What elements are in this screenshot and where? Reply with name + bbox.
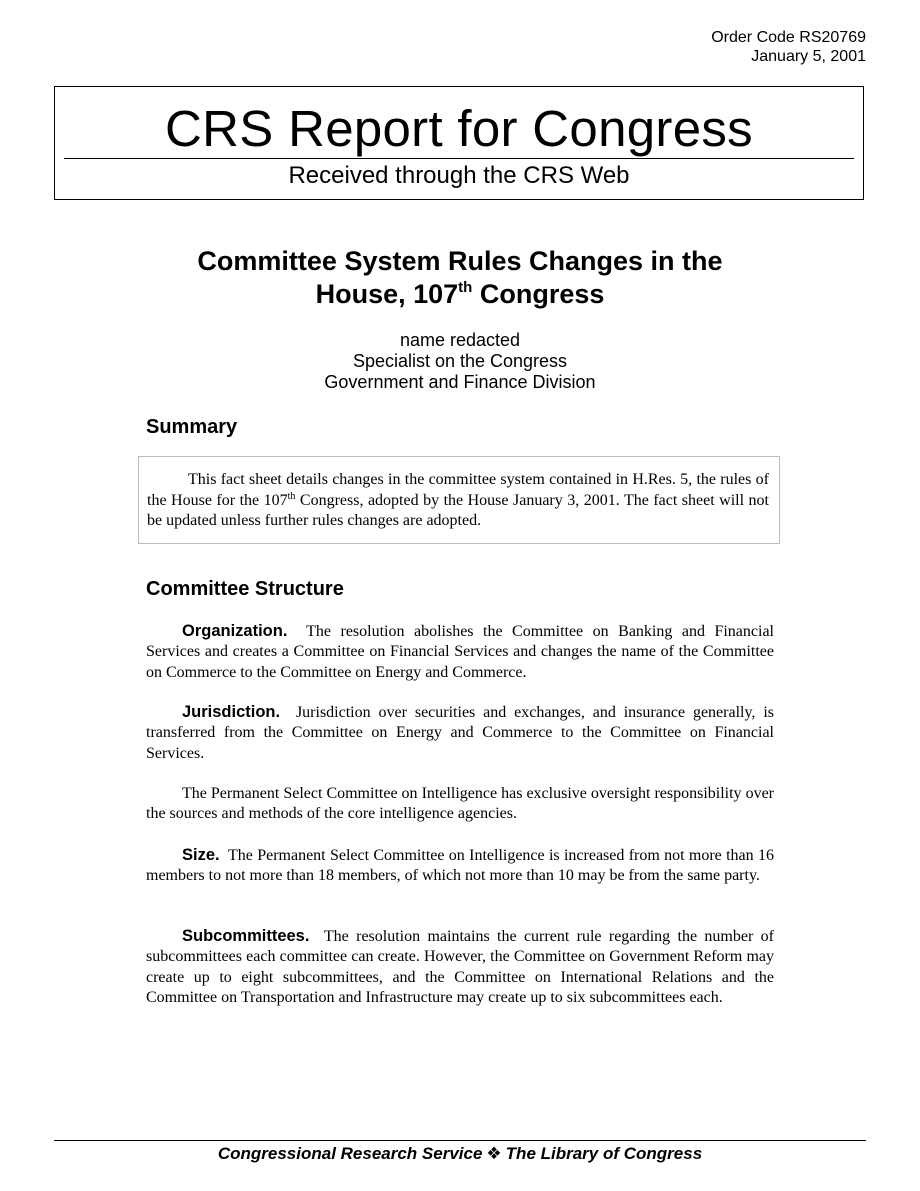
- organization-text: The resolution abolishes the Committee on Banking and Financial Services and creates a Committee on Financial Services and changes the name of the Committee on Commerce to the Committee on Energy and Commerce.: [146, 623, 774, 681]
- author-division: Government and Finance Division: [324, 372, 596, 392]
- committee-structure-heading: Committee Structure: [146, 578, 344, 600]
- footer-crs: Congressional Research Service: [217, 1144, 483, 1163]
- crs-banner: [54, 86, 864, 200]
- diamond-separator-icon: ❖: [486, 1144, 502, 1163]
- jurisdiction-paragraph: [146, 702, 774, 764]
- title-line-1: Committee System Rules Changes in the: [197, 246, 723, 276]
- order-info: [711, 28, 866, 66]
- title-line-2-post: Congress: [472, 279, 605, 309]
- footer-divider: [54, 1140, 866, 1141]
- order-code: Order Code RS20769: [711, 29, 866, 46]
- title-line-2-pre: House, 107: [315, 279, 459, 309]
- banner-title: CRS Report for Congress: [165, 100, 753, 157]
- title-line-2: [0, 278, 920, 311]
- footer-loc: The Library of Congress: [505, 1144, 703, 1163]
- summary-heading: Summary: [146, 416, 238, 438]
- organization-label: Organization.: [182, 622, 288, 640]
- summary-box: [138, 456, 780, 544]
- size-text: The Permanent Select Committee on Intelligence is increased from not more than 16 members to not more than 18 members, of which not more than 10 may be from the same party.: [146, 847, 774, 885]
- subcommittees-text: The resolution maintains the current rule regarding the number of subcommittees each committee can create. However, the Committee on Government Reform may create up to eight subcommittees, and the Committee on International Relations and the Committee on Transportation and Infrastructure may create up to six subcommittees each.: [146, 928, 774, 1006]
- summary-text: [147, 470, 769, 532]
- footer: [0, 1143, 920, 1165]
- title-ordinal-suffix: th: [458, 279, 473, 296]
- summary-text-post: Congress, adopted by the House January 3, 2001. The fact sheet will not be updated unless further rules changes are adopted.: [147, 491, 769, 529]
- document-title: [0, 245, 920, 311]
- report-date: January 5, 2001: [751, 48, 866, 65]
- author-name: name redacted: [399, 330, 521, 350]
- summary-text-pre: This fact sheet details changes in the committee system contained in H.Res. 5, the rules of the House for the 107: [147, 471, 769, 509]
- intelligence-paragraph: The Permanent Select Committee on Intelligence has exclusive oversight responsibility over the sources and methods of the core intelligence agencies.: [146, 785, 774, 823]
- jurisdiction-label: Jurisdiction.: [182, 703, 281, 721]
- summary-ordinal-suffix: th: [287, 490, 296, 502]
- jurisdiction-text: Jurisdiction over securities and exchanges, and insurance generally, is transferred from the Committee on Energy and Commerce to the Committee on Financial Services.: [146, 704, 775, 762]
- banner-subtitle: Received through the CRS Web: [288, 162, 630, 189]
- subcommittees-label: Subcommittees.: [182, 927, 310, 945]
- size-paragraph: [146, 845, 774, 887]
- subcommittees-paragraph: [146, 926, 774, 1008]
- author-position: Specialist on the Congress: [352, 351, 568, 371]
- organization-paragraph: [146, 621, 774, 683]
- size-label: Size.: [182, 846, 220, 864]
- banner-divider: [64, 158, 854, 159]
- byline: [0, 330, 920, 393]
